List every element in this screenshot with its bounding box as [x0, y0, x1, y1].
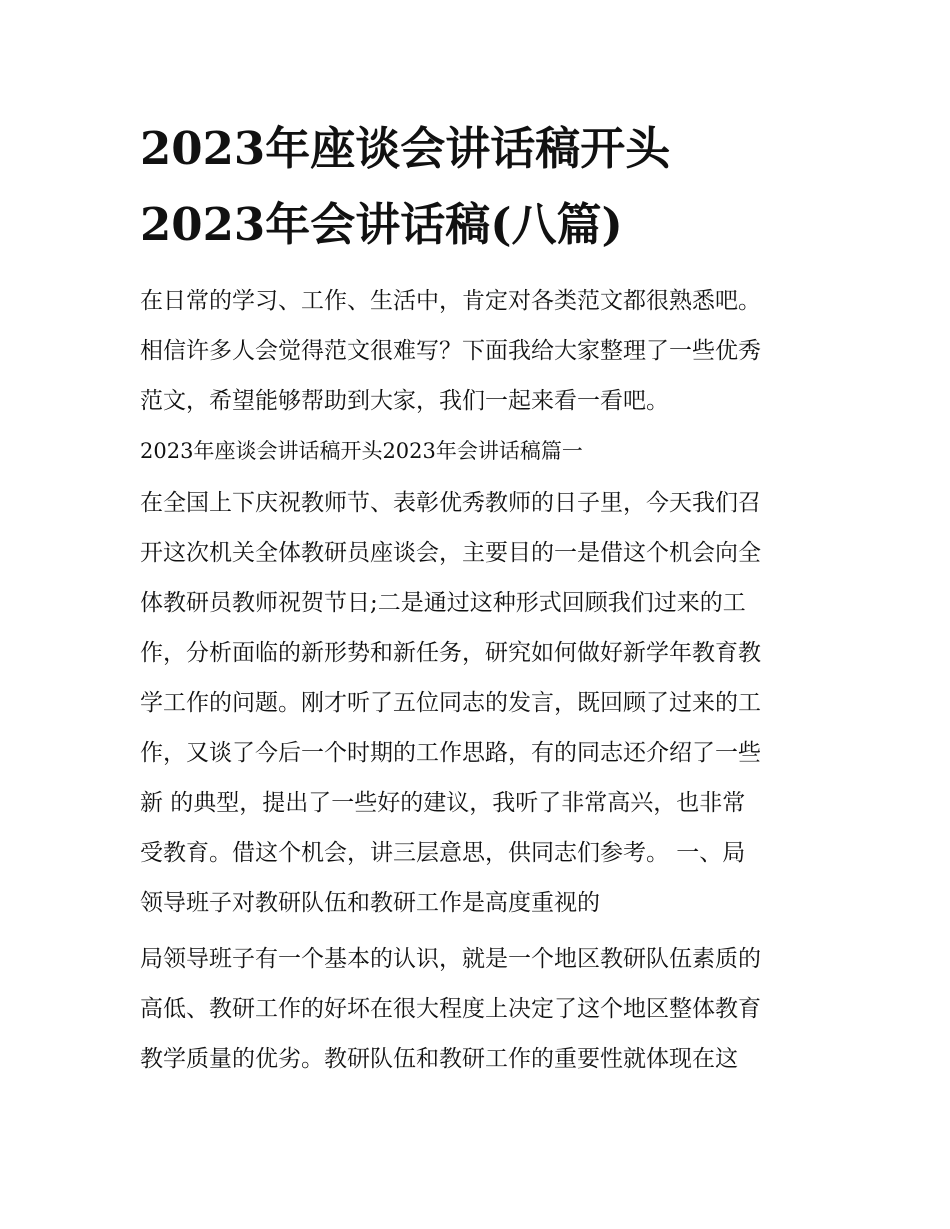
body-line: 开这次机关全体教研员座谈会，主要目的一是借这个机会向全: [140, 540, 761, 566]
body-line: 领导班子对教研队伍和教研工作是高度重视的: [140, 890, 600, 916]
body-line: 在全国上下庆祝教师节、表彰优秀教师的日子里，今天我们召: [140, 490, 761, 516]
intro-paragraph: [140, 276, 830, 426]
body-line: 作，又谈了今后一个时期的工作思路，有的同志还介绍了一些: [140, 740, 761, 766]
section-heading-text: 2023年座谈会讲话稿开头2023年会讲话稿篇一: [140, 439, 583, 463]
intro-line: 范文，希望能够帮助到大家，我们一起来看一看吧。: [140, 388, 669, 414]
body-line: 受教育。借这个机会，讲三层意思，供同志们参考。 一、局: [140, 840, 746, 866]
document-title-line-2: 2023年会讲话稿(八篇): [140, 198, 623, 251]
body-line: 作，分析面临的新形势和新任务，研究如何做好新学年教育教: [140, 640, 761, 666]
intro-line: 在日常的学习、工作、生活中，肯定对各类范文都很熟悉吧。: [140, 288, 761, 314]
body-line: 教学质量的优劣。教研队伍和教研工作的重要性就体现在这: [140, 1046, 738, 1072]
body-paragraph-2: [140, 934, 830, 1084]
section-heading: [140, 426, 830, 476]
body-paragraph-1: [140, 478, 830, 928]
document-title-line-1: 2023年座谈会讲话稿开头: [140, 122, 671, 175]
body-line: 学工作的问题。刚才听了五位同志的发言，既回顾了过来的工: [140, 690, 761, 716]
intro-line: 相信许多人会觉得范文很难写？下面我给大家整理了一些优秀: [140, 338, 761, 364]
body-line: 高低、教研工作的好坏在很大程度上决定了这个地区整体教育: [140, 996, 761, 1022]
body-line: 新 的典型，提出了一些好的建议，我听了非常高兴，也非常: [140, 790, 746, 816]
body-line: 局领导班子有一个基本的认识，就是一个地区教研队伍素质的: [140, 946, 761, 972]
body-line: 体教研员教师祝贺节日;二是通过这种形式回顾我们过来的工: [140, 590, 746, 616]
